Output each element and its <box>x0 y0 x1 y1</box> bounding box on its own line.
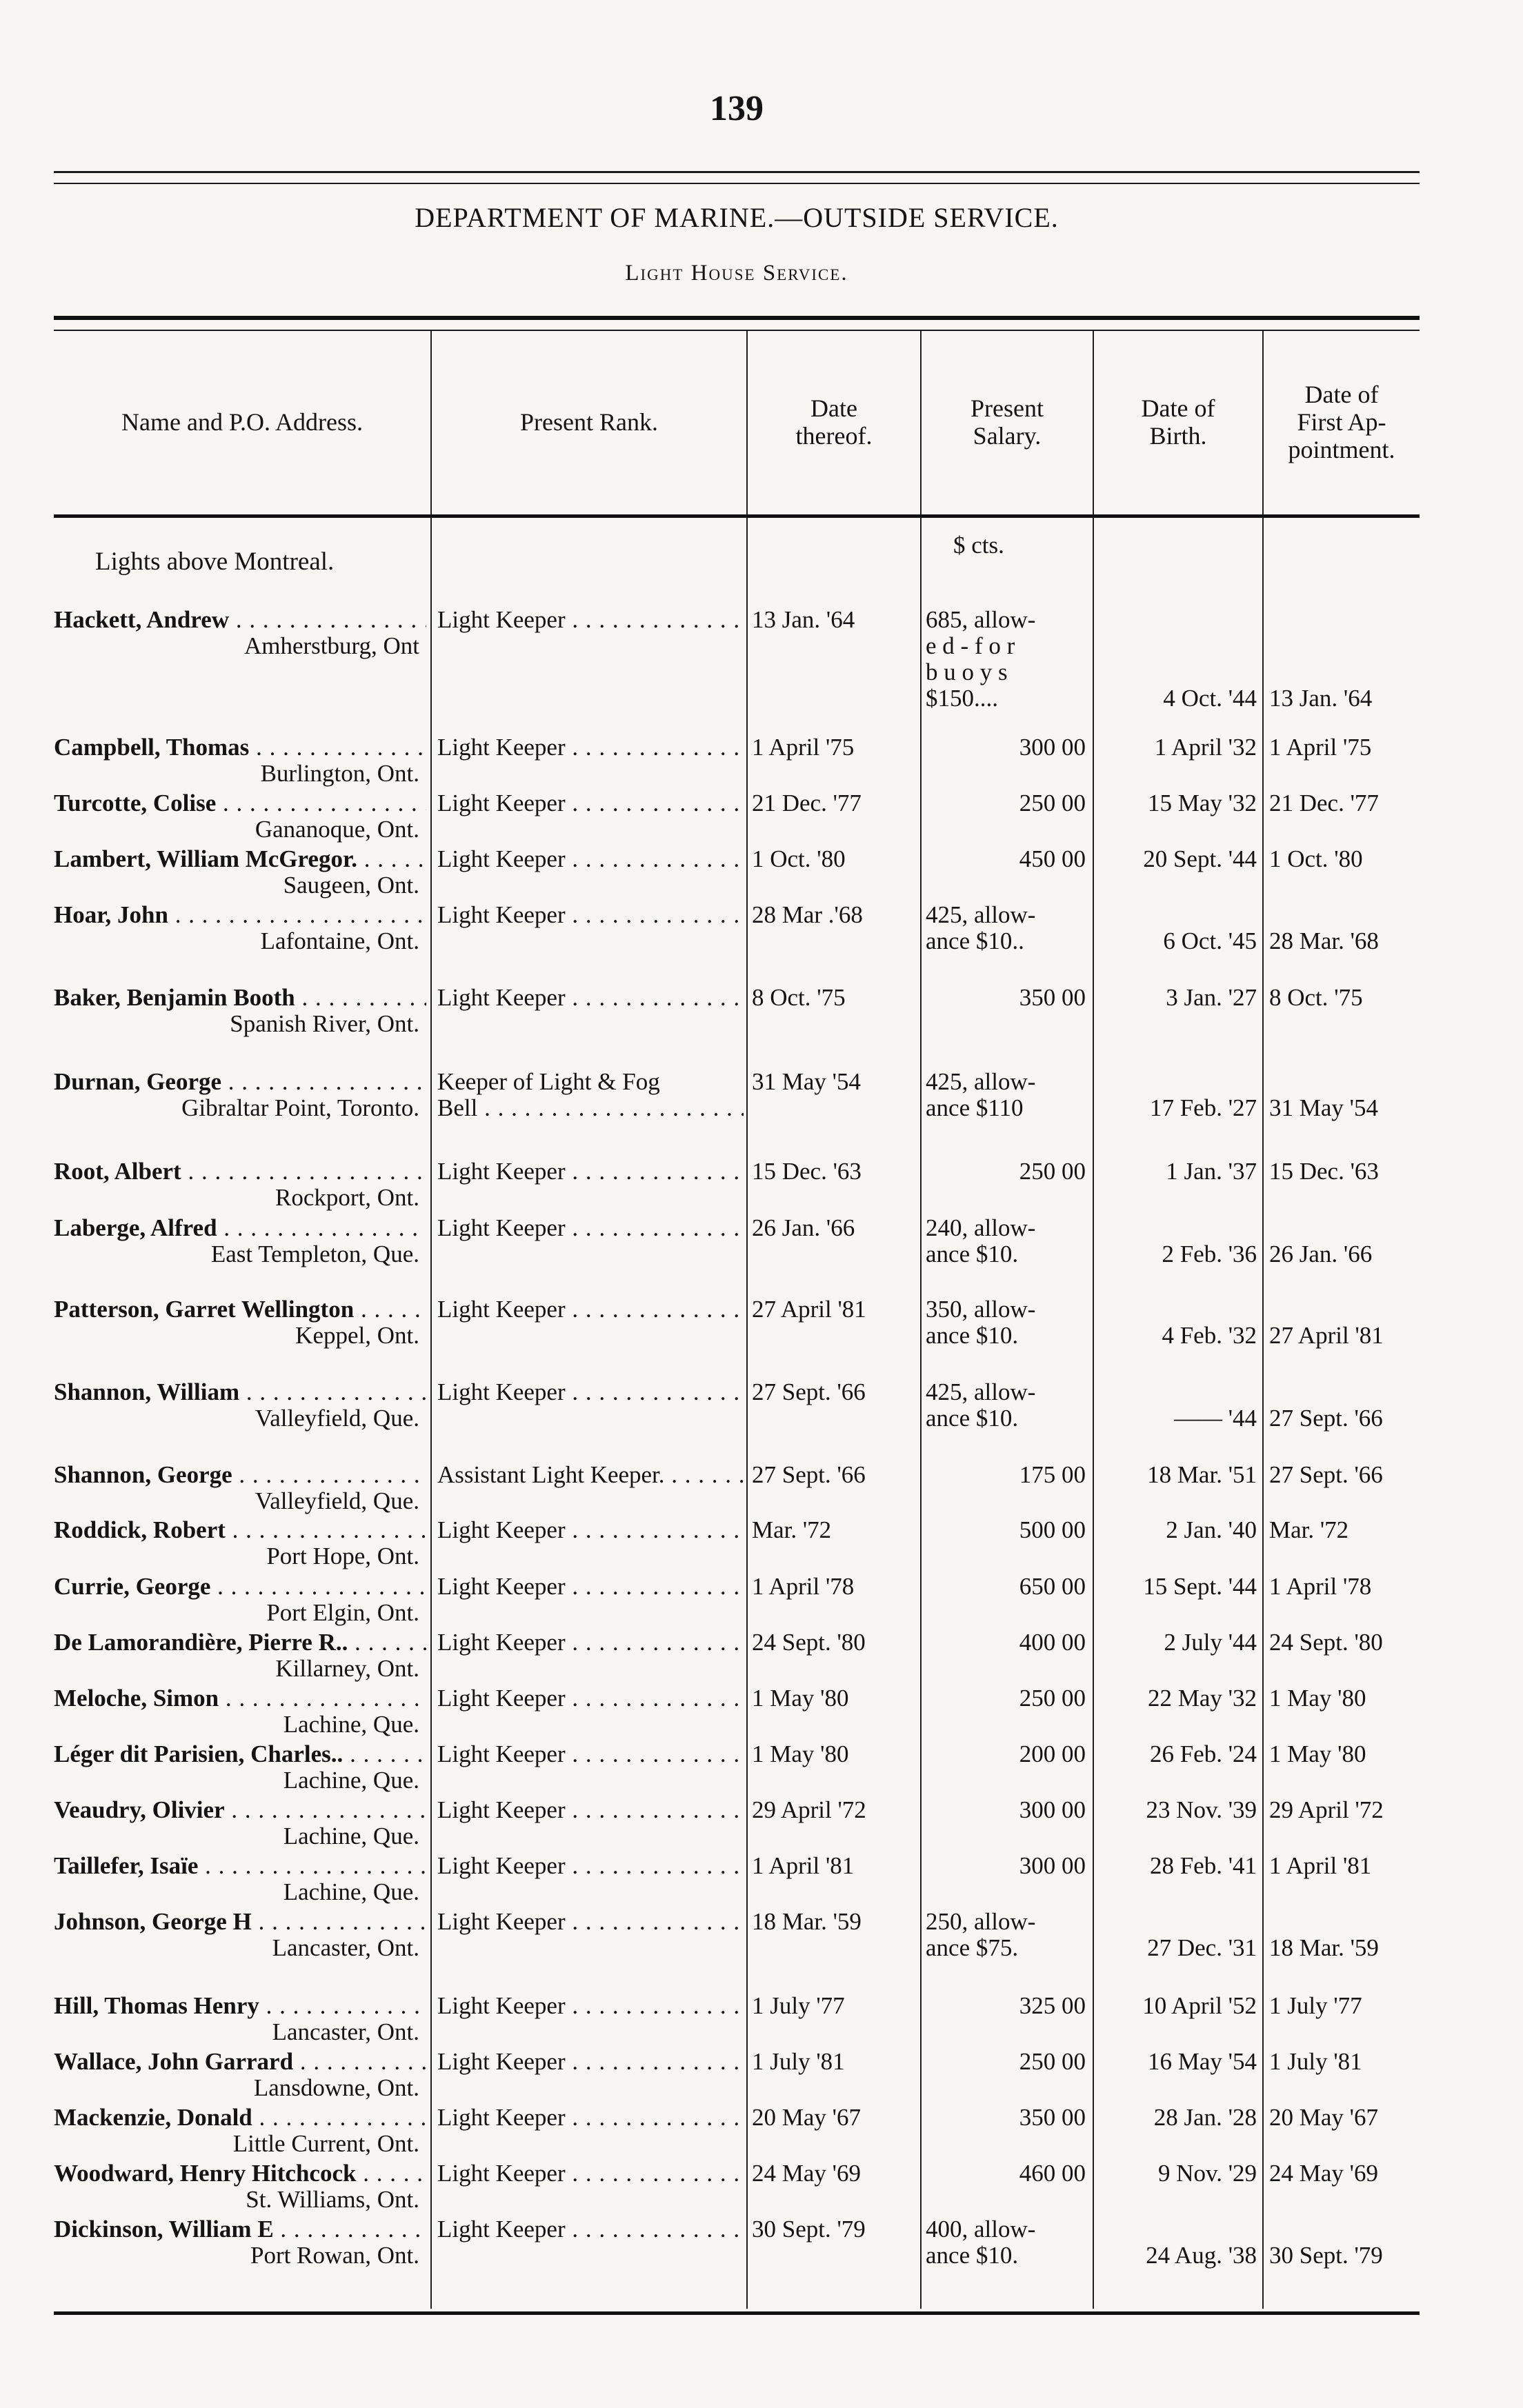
person-name: Shannon, William . . . <box>54 1379 426 1405</box>
present-salary: 460 00 <box>1019 2160 1086 2187</box>
date-thereof: 13 Jan. '64 <box>752 606 855 633</box>
present-salary: 250 00 <box>1019 1685 1086 1712</box>
present-salary: 200 00 <box>1019 1740 1086 1767</box>
date-thereof: 18 Mar. '59 <box>752 1908 862 1935</box>
person-name: Campbell, Thomas . . . <box>54 734 426 761</box>
post-office-address: Keppel, Ont. <box>295 1322 419 1349</box>
post-office-address: Port Elgin, Ont. <box>266 1599 419 1626</box>
person-name: Turcotte, Colise . . . <box>54 790 426 816</box>
date-thereof: 20 May '67 <box>752 2104 861 2131</box>
present-salary: 425, allow- <box>926 901 1036 928</box>
present-salary: 300 00 <box>1019 1852 1086 1879</box>
present-salary: 250 00 <box>1019 2048 1086 2075</box>
post-office-address: Lachine, Que. <box>283 1711 419 1738</box>
post-office-address: Little Current, Ont. <box>232 2130 419 2157</box>
header-present-salary: Present Salary. <box>970 394 1044 450</box>
date-of-birth: 9 Nov. '29 <box>1157 2160 1257 2187</box>
post-office-address: Burlington, Ont. <box>260 760 419 787</box>
post-office-address: Amherstburg, Ont <box>243 632 419 659</box>
header-date-of-birth: Date of Birth. <box>1141 394 1215 450</box>
date-thereof: 27 Sept. '66 <box>752 1461 866 1488</box>
person-name: De Lamorandière, Pierre R.. . . . <box>54 1629 426 1656</box>
date-first-appointment: 8 Oct. '75 <box>1269 984 1363 1011</box>
header-first-appointment: Date of First Ap- pointment. <box>1288 381 1395 463</box>
present-salary: 300 00 <box>1019 1796 1086 1823</box>
date-thereof: 31 May '54 <box>752 1068 861 1095</box>
post-office-address: Lachine, Que. <box>283 1767 419 1794</box>
date-thereof: 1 July '81 <box>752 2048 845 2075</box>
post-office-address: Spanish River, Ont. <box>230 1010 419 1037</box>
person-name: Patterson, Garret Wellington . . . <box>54 1296 426 1323</box>
page-number: 139 <box>710 89 764 128</box>
date-thereof: 28 Mar .'68 <box>752 901 863 928</box>
person-name: Taillefer, Isaïe . . . <box>54 1853 426 1879</box>
present-rank: Light Keeper . . . <box>437 985 744 1011</box>
person-name: Root, Albert . . . <box>54 1158 426 1185</box>
table-top-rule <box>54 316 1420 331</box>
date-first-appointment: 1 July '77 <box>1269 1992 1362 2019</box>
post-office-address: Lansdowne, Ont. <box>253 2074 419 2101</box>
date-of-birth: 15 May '32 <box>1148 790 1257 816</box>
person-name: Laberge, Alfred . . . <box>54 1215 426 1241</box>
present-salary: 685, allow- <box>926 606 1036 633</box>
date-thereof: 27 Sept. '66 <box>752 1378 866 1405</box>
date-thereof: 1 July '77 <box>752 1992 845 2019</box>
date-first-appointment: 27 Sept. '66 <box>1269 1461 1383 1488</box>
present-rank: Light Keeper . . . <box>437 846 744 872</box>
present-salary: ance $10.. <box>926 927 1024 954</box>
document-page <box>54 0 1420 2408</box>
table-header <box>54 331 1420 513</box>
date-thereof: Mar. '72 <box>752 1516 832 1543</box>
present-rank: Light Keeper . . . <box>437 607 744 633</box>
present-salary: 250 00 <box>1019 790 1086 816</box>
post-office-address: Gananoque, Ont. <box>255 816 419 843</box>
present-rank: Light Keeper . . . <box>437 790 744 816</box>
date-first-appointment: 1 July '81 <box>1269 2048 1362 2075</box>
date-first-appointment: 31 May '54 <box>1269 1094 1378 1121</box>
person-name: Mackenzie, Donald . . . <box>54 2105 426 2131</box>
present-rank: Light Keeper . . . <box>437 1993 744 2019</box>
present-rank: Light Keeper . . . <box>437 2049 744 2075</box>
column-divider <box>430 331 432 2309</box>
date-first-appointment: 24 May '69 <box>1269 2160 1378 2187</box>
present-rank: Light Keeper . . . <box>437 2160 744 2187</box>
person-name: Dickinson, William E . . . <box>54 2216 426 2243</box>
date-first-appointment: 21 Dec. '77 <box>1269 790 1379 816</box>
header-name-address: Name and P.O. Address. <box>121 408 363 436</box>
date-first-appointment: 24 Sept. '80 <box>1269 1629 1383 1656</box>
present-rank: Light Keeper . . . <box>437 1685 744 1712</box>
date-of-birth: 6 Oct. '45 <box>1163 927 1257 954</box>
date-first-appointment: 1 April '78 <box>1269 1573 1372 1600</box>
present-rank: Light Keeper . . . <box>437 1741 744 1767</box>
present-salary: 250 00 <box>1019 1158 1086 1185</box>
post-office-address: St. Williams, Ont. <box>246 2186 419 2213</box>
date-of-birth: 2 Feb. '36 <box>1162 1241 1257 1267</box>
date-of-birth: 28 Feb. '41 <box>1149 1852 1257 1879</box>
column-divider <box>1093 331 1094 2309</box>
present-salary: 300 00 <box>1019 734 1086 761</box>
present-rank: Assistant Light Keeper. . . . <box>437 1462 744 1488</box>
post-office-address: Lachine, Que. <box>283 1823 419 1849</box>
date-first-appointment: 1 April '75 <box>1269 734 1372 761</box>
person-name: Shannon, George . . . <box>54 1462 426 1488</box>
section-heading: Lights above Montreal. <box>95 548 335 576</box>
date-of-birth: 27 Dec. '31 <box>1147 1934 1257 1961</box>
present-rank: Light Keeper . . . <box>437 1379 744 1405</box>
person-name: Baker, Benjamin Booth . . . <box>54 985 426 1011</box>
present-salary: ance $10. <box>926 1322 1019 1349</box>
present-rank: Light Keeper . . . <box>437 1517 744 1543</box>
currency-header: $ cts. <box>953 532 1004 559</box>
person-name: Woodward, Henry Hitchcock . . . <box>54 2160 426 2187</box>
present-rank: Light Keeper . . . <box>437 1797 744 1823</box>
present-salary: 250, allow- <box>926 1908 1036 1935</box>
present-rank: Light Keeper . . . <box>437 2105 744 2131</box>
post-office-address: Lafontaine, Ont. <box>260 927 419 954</box>
date-of-birth: 2 Jan. '40 <box>1166 1516 1257 1543</box>
present-rank-continued: Bell . . . <box>437 1095 744 1121</box>
date-first-appointment: 27 Sept. '66 <box>1269 1405 1383 1432</box>
present-salary: ance $75. <box>926 1934 1019 1961</box>
date-thereof: 1 April '81 <box>752 1852 855 1879</box>
date-thereof: 30 Sept. '79 <box>752 2216 866 2243</box>
present-salary: 325 00 <box>1019 1992 1086 2019</box>
header-bottom-rule <box>54 514 1420 523</box>
present-salary: 240, allow- <box>926 1214 1036 1241</box>
present-salary: 350 00 <box>1019 2104 1086 2131</box>
date-of-birth: 22 May '32 <box>1148 1685 1257 1712</box>
column-divider <box>746 331 748 2309</box>
date-of-birth: 17 Feb. '27 <box>1149 1094 1257 1121</box>
date-of-birth: 4 Feb. '32 <box>1162 1322 1257 1349</box>
date-thereof: 1 Oct. '80 <box>752 845 846 872</box>
date-thereof: 21 Dec. '77 <box>752 790 862 816</box>
date-thereof: 1 April '78 <box>752 1573 855 1600</box>
department-title: DEPARTMENT OF MARINE.—OUTSIDE SERVICE. <box>415 202 1059 233</box>
date-of-birth: 10 April '52 <box>1142 1992 1257 2019</box>
present-rank: Light Keeper . . . <box>437 734 744 761</box>
date-of-birth: 28 Jan. '28 <box>1153 2104 1257 2131</box>
date-thereof: 15 Dec. '63 <box>752 1158 862 1185</box>
date-of-birth: 16 May '54 <box>1148 2048 1257 2075</box>
date-first-appointment: 1 May '80 <box>1269 1740 1366 1767</box>
column-divider <box>1262 331 1264 2309</box>
header-date-thereof: Date thereof. <box>795 394 873 450</box>
date-of-birth: 18 Mar. '51 <box>1147 1461 1257 1488</box>
date-of-birth: 23 Nov. '39 <box>1146 1796 1257 1823</box>
date-thereof: 27 April '81 <box>752 1296 866 1323</box>
person-name: Meloche, Simon . . . <box>54 1685 426 1712</box>
date-of-birth: —— '44 <box>1173 1405 1257 1432</box>
column-divider <box>920 331 922 2309</box>
present-salary: 400, allow- <box>926 2216 1036 2243</box>
date-thereof: 26 Jan. '66 <box>752 1214 855 1241</box>
date-first-appointment: 1 April '81 <box>1269 1852 1372 1879</box>
present-salary: 400 00 <box>1019 1629 1086 1656</box>
date-first-appointment: 18 Mar. '59 <box>1269 1934 1379 1961</box>
date-of-birth: 26 Feb. '24 <box>1149 1740 1257 1767</box>
present-salary: 350, allow- <box>926 1296 1036 1323</box>
present-rank: Light Keeper . . . <box>437 2216 744 2243</box>
present-rank: Light Keeper . . . <box>437 1215 744 1241</box>
present-salary: ance $110 <box>926 1094 1024 1121</box>
present-salary: 650 00 <box>1019 1573 1086 1600</box>
present-rank: Light Keeper . . . <box>437 1158 744 1185</box>
present-salary: 425, allow- <box>926 1378 1036 1405</box>
post-office-address: East Templeton, Que. <box>210 1241 419 1267</box>
post-office-address: Lachine, Que. <box>283 1878 419 1905</box>
post-office-address: Lancaster, Ont. <box>272 1934 419 1961</box>
date-first-appointment: 1 Oct. '80 <box>1269 845 1363 872</box>
person-name: Johnson, George H . . . <box>54 1909 426 1935</box>
date-first-appointment: 20 May '67 <box>1269 2104 1378 2131</box>
post-office-address: Port Hope, Ont. <box>266 1543 419 1569</box>
person-name: Hackett, Andrew . . . <box>54 607 426 633</box>
person-name: Currie, George . . . <box>54 1574 426 1600</box>
header-present-rank: Present Rank. <box>520 408 658 436</box>
date-of-birth: 1 April '32 <box>1154 734 1257 761</box>
present-salary: 425, allow- <box>926 1068 1036 1095</box>
date-thereof: 24 May '69 <box>752 2160 861 2187</box>
date-thereof: 1 April '75 <box>752 734 855 761</box>
date-first-appointment: 1 May '80 <box>1269 1685 1366 1712</box>
date-of-birth: 15 Sept. '44 <box>1143 1573 1257 1600</box>
person-name: Hill, Thomas Henry . . . <box>54 1993 426 2019</box>
person-name: Roddick, Robert . . . <box>54 1517 426 1543</box>
date-of-birth: 24 Aug. '38 <box>1146 2242 1257 2269</box>
date-of-birth: 4 Oct. '44 <box>1163 685 1257 712</box>
present-salary: $150.... <box>926 685 998 712</box>
present-salary: b u o y s <box>926 659 1008 685</box>
date-first-appointment: Mar. '72 <box>1269 1516 1349 1543</box>
date-thereof: 1 May '80 <box>752 1685 849 1712</box>
present-salary: 450 00 <box>1019 845 1086 872</box>
post-office-address: Rockport, Ont. <box>275 1184 419 1211</box>
present-rank: Light Keeper . . . <box>437 902 744 928</box>
date-first-appointment: 26 Jan. '66 <box>1269 1241 1373 1267</box>
date-of-birth: 1 Jan. '37 <box>1166 1158 1257 1185</box>
present-salary: ance $10. <box>926 1241 1019 1267</box>
table-bottom-rule <box>54 2311 1420 2315</box>
post-office-address: Valleyfield, Que. <box>255 1405 419 1432</box>
date-first-appointment: 30 Sept. '79 <box>1269 2242 1383 2269</box>
date-thereof: 29 April '72 <box>752 1796 866 1823</box>
present-rank: Light Keeper . . . <box>437 1853 744 1879</box>
post-office-address: Gibraltar Point, Toronto. <box>181 1094 419 1121</box>
date-of-birth: 3 Jan. '27 <box>1166 984 1257 1011</box>
present-salary: e d - f o r <box>926 632 1015 659</box>
date-thereof: 1 May '80 <box>752 1740 849 1767</box>
top-double-rule <box>54 171 1420 184</box>
date-of-birth: 20 Sept. '44 <box>1143 845 1257 872</box>
date-first-appointment: 29 April '72 <box>1269 1796 1384 1823</box>
person-name: Lambert, William McGregor. . . . <box>54 846 426 872</box>
present-rank: Light Keeper . . . <box>437 1296 744 1323</box>
present-rank: Light Keeper . . . <box>437 1574 744 1600</box>
person-name: Wallace, John Garrard . . . <box>54 2049 426 2075</box>
present-salary: ance $10. <box>926 2242 1019 2269</box>
present-rank: Light Keeper . . . <box>437 1909 744 1935</box>
person-name: Hoar, John . . . <box>54 902 426 928</box>
present-salary: 350 00 <box>1019 984 1086 1011</box>
date-first-appointment: 13 Jan. '64 <box>1269 685 1373 712</box>
present-rank: Keeper of Light & Fog <box>437 1069 660 1095</box>
date-thereof: 8 Oct. '75 <box>752 984 846 1011</box>
post-office-address: Saugeen, Ont. <box>283 872 419 899</box>
post-office-address: Port Rowan, Ont. <box>250 2242 419 2269</box>
date-first-appointment: 28 Mar. '68 <box>1269 927 1379 954</box>
date-of-birth: 2 July '44 <box>1164 1629 1257 1656</box>
date-first-appointment: 27 April '81 <box>1269 1322 1384 1349</box>
date-thereof: 24 Sept. '80 <box>752 1629 866 1656</box>
person-name: Veaudry, Olivier . . . <box>54 1797 426 1823</box>
present-rank: Light Keeper . . . <box>437 1629 744 1656</box>
post-office-address: Lancaster, Ont. <box>272 2018 419 2045</box>
person-name: Léger dit Parisien, Charles.. . . . <box>54 1741 426 1767</box>
present-salary: ance $10. <box>926 1405 1019 1432</box>
date-first-appointment: 15 Dec. '63 <box>1269 1158 1379 1185</box>
service-title: Light House Service. <box>625 261 848 285</box>
person-name: Durnan, George . . . <box>54 1069 426 1095</box>
post-office-address: Killarney, Ont. <box>275 1655 419 1682</box>
present-salary: 500 00 <box>1019 1516 1086 1543</box>
present-salary: 175 00 <box>1019 1461 1086 1488</box>
post-office-address: Valleyfield, Que. <box>255 1487 419 1514</box>
